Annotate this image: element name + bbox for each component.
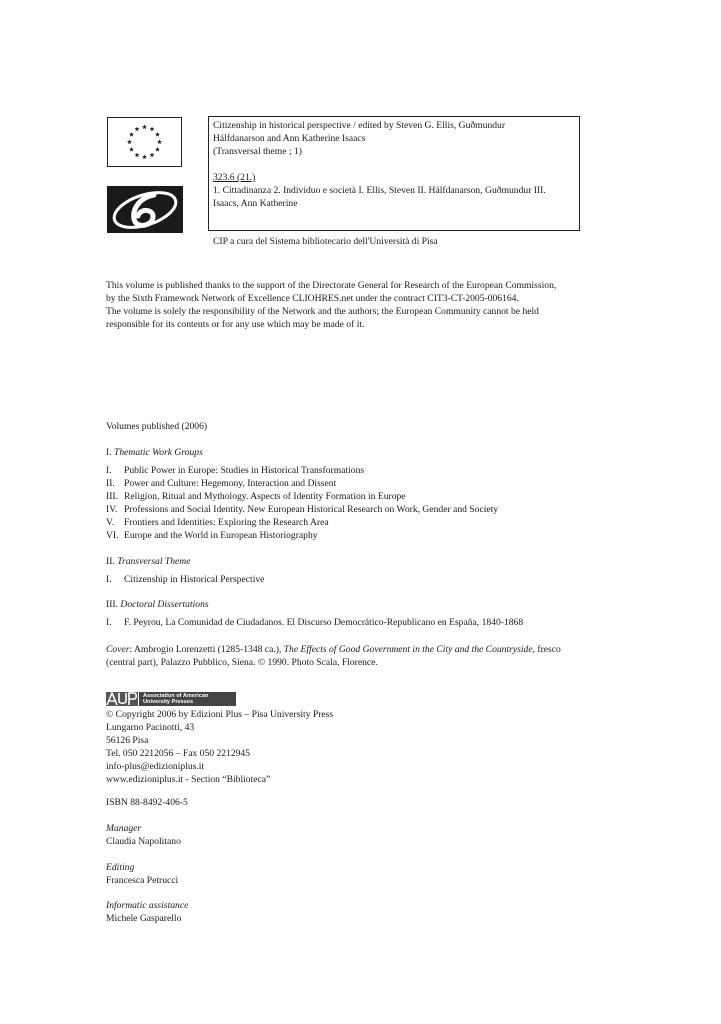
- section-heading: [106, 446, 203, 459]
- list-item: I. F. Peyrou, La Comunidad de Ciudadanos. El Discurso Democrático-Republicano en España, 1840-1868: [106, 617, 524, 628]
- section-numeral: II.: [106, 556, 115, 567]
- cip-line: Isaacs, Ann Katherine: [213, 198, 298, 209]
- credit-role: Editing: [106, 862, 135, 873]
- section-title: Doctoral Dissertations: [120, 599, 209, 610]
- isbn: ISBN 88-8492-406-5: [106, 797, 188, 808]
- star-icon: [129, 147, 134, 152]
- list-item: I. Citizenship in Historical Perspective: [106, 574, 265, 585]
- section-title: Thematic Work Groups: [114, 447, 203, 458]
- cip-line: 1. Cittadinanza 2. Individuo e società I. Ellis, Steven II. Hálfdanarson, Guðmundur III.: [213, 185, 546, 196]
- cover-credit: Cover: Ambrogio Lorenzetti (1285-1348 ca.), The Effects of Good Government in the City and the Countryside, fresco (central part), Palazzo Pubblico, Siena. © 1990. Photo Scala, Florence.: [106, 644, 561, 668]
- star-icon: [155, 132, 160, 137]
- star-icon: [135, 152, 140, 157]
- credit-name: Michele Gasparello: [106, 913, 182, 924]
- cip-record-text: [213, 119, 577, 210]
- list-item: V. Frontiers and Identities: Exploring the Research Area: [106, 517, 329, 528]
- aup-name: Association of American University Presses: [139, 692, 236, 706]
- cip-classification: 323.6 (21.): [213, 172, 256, 183]
- cip-spacer: [213, 158, 577, 171]
- cover-artwork-title: The Effects of Good Government in the City and the Countryside: [283, 644, 533, 655]
- cip-line: Citizenship in historical perspective / edited by Steven G. Ellis, Guðmundur: [213, 120, 506, 131]
- list-item: III. Religion, Ritual and Mythology. Aspects of Identity Formation in Europe: [106, 491, 406, 502]
- eu-stars-icon: [108, 118, 181, 166]
- eu-flag-logo: [107, 117, 182, 167]
- list-item: VI. Europe and the World in European Historiography: [106, 530, 318, 541]
- section-heading: [106, 598, 209, 611]
- star-icon: [157, 139, 162, 144]
- star-icon: [135, 126, 140, 131]
- funding-line: The volume is solely the responsibility of the Network and the authors; the European Community cannot be held: [106, 306, 539, 317]
- publisher-info: [106, 708, 333, 786]
- list-item: IV. Professions and Social Identity. New European Historical Research on Work, Gender and Society: [106, 504, 499, 515]
- section-numeral: III.: [106, 599, 118, 610]
- section-title: Transversal Theme: [117, 556, 191, 567]
- address-line: 56126 Pisa: [106, 735, 149, 746]
- funding-line: This volume is published thanks to the support of the Directorate General for Research of the European Commission,: [106, 280, 557, 291]
- website: www.edizioniplus.it - Section “Biblioteca”: [106, 774, 271, 785]
- volumes-heading: Volumes published (2006): [106, 421, 208, 432]
- list-item: I. Public Power in Europe: Studies in Historical Transformations: [106, 465, 365, 476]
- credit-editing: [106, 861, 178, 887]
- funding-statement: [106, 279, 576, 331]
- credit-role: Manager: [106, 823, 142, 834]
- credit-name: Francesca Petrucci: [106, 875, 179, 886]
- section-numeral: I.: [106, 447, 112, 458]
- star-icon: [150, 152, 155, 157]
- thematic-list: [106, 464, 498, 542]
- section-heading: [106, 555, 191, 568]
- copyright: © Copyright 2006 by Edizioni Plus – Pisa University Press: [106, 709, 334, 720]
- funding-line: by the Sixth Framework Network of Excellence CLIOHRES.net under the contract CIT3-CT-2005-006164.: [106, 293, 519, 304]
- credit-role: Informatic assistance: [106, 900, 189, 911]
- cip-line: Hálfdanarson and Ann Katherine Isaacs: [213, 133, 366, 144]
- funding-line: responsible for its contents or for any use which may be made of it.: [106, 319, 365, 330]
- number-six-icon: [107, 186, 183, 233]
- list-item: II. Power and Culture: Hegemony, Interaction and Dissent: [106, 478, 337, 489]
- cover-label: Cover: [106, 644, 130, 655]
- star-icon: [150, 126, 155, 131]
- aup-mark-icon: [106, 692, 138, 706]
- sixth-framework-logo: [107, 186, 183, 233]
- dissertations-list: [106, 616, 523, 629]
- star-icon: [142, 124, 147, 129]
- aup-logo: [106, 692, 236, 706]
- address-line: Lungarno Pacinotti, 43: [106, 722, 195, 733]
- star-icon: [155, 147, 160, 152]
- star-icon: [142, 154, 147, 159]
- star-icon: [129, 132, 134, 137]
- star-icon: [127, 139, 132, 144]
- phone: Tel. 050 2212056 – Fax 050 2212945: [106, 748, 251, 759]
- credit-informatic: [106, 899, 188, 925]
- credit-manager: [106, 822, 181, 848]
- cip-line: (Transversal theme ; 1): [213, 146, 302, 157]
- transversal-list: [106, 573, 264, 586]
- cip-note: CIP a cura del Sistema bibliotecario dell'Università di Pisa: [213, 236, 438, 247]
- email: info-plus@edizioniplus.it: [106, 761, 205, 772]
- credit-name: Claudia Napolitano: [106, 836, 181, 847]
